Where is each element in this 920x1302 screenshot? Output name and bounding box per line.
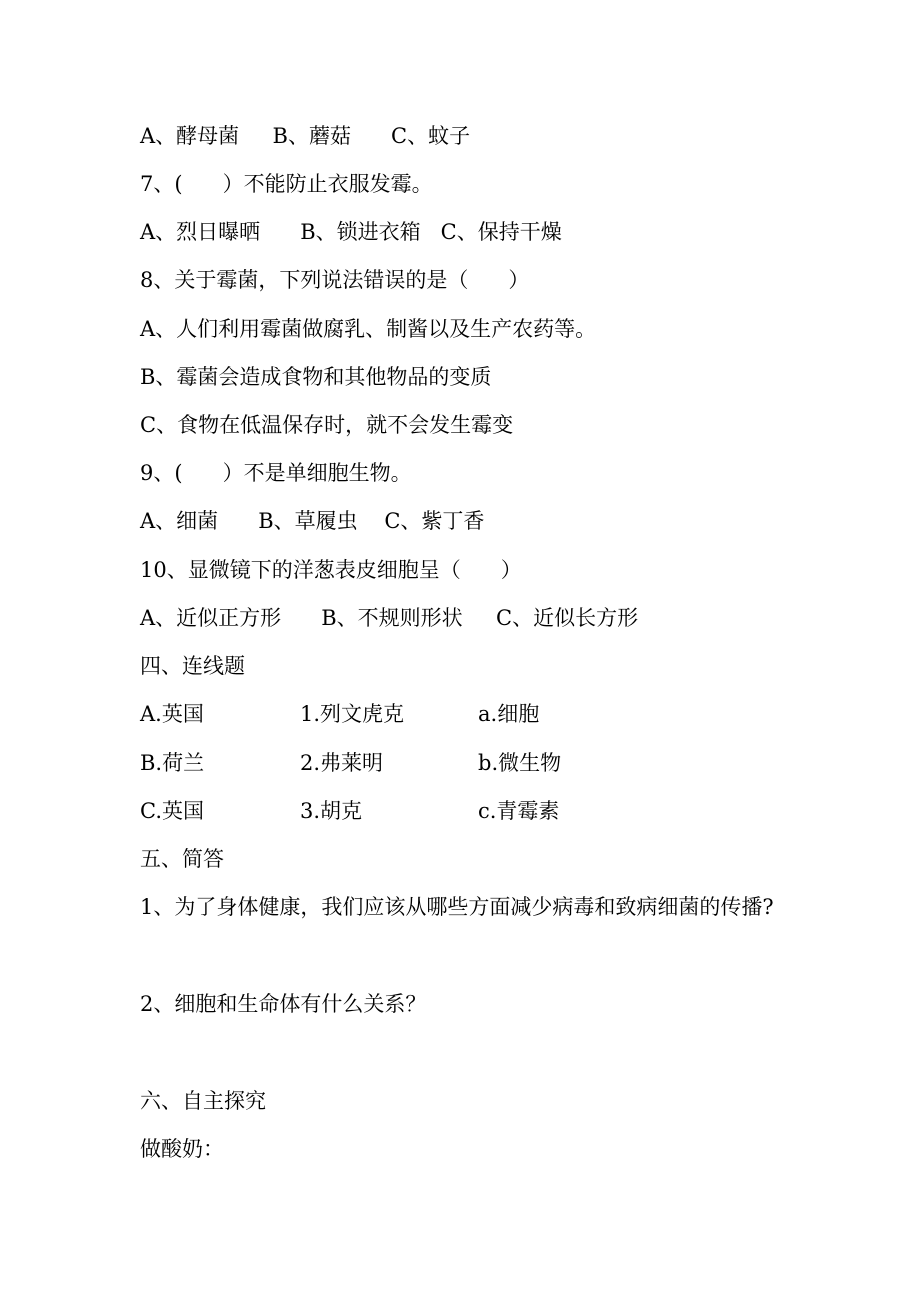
matching-discovery: b.微生物 [478,751,562,775]
section-5-title: 五、简答 [140,847,224,871]
q8-option-b: B、霉菌会造成食物和其他物品的变质 [140,365,492,389]
q7-options: A、烈日曝晒 B、锁进衣箱 C、保持干燥 [140,220,562,244]
q8-question: 8、关于霉菌，下列说法错误的是（ ） [140,268,530,292]
matching-scientist: 2.弗莱明 [300,751,384,775]
q9-options: A、细菌 B、草履虫 C、紫丁香 [140,509,485,533]
matching-discovery: a.细胞 [478,702,540,726]
q7-question: 7、( ）不能防止衣服发霉。 [140,172,433,196]
matching-scientist: 3.胡克 [300,799,363,823]
q8-option-c: C、食物在低温保存时，就不会发生霉变 [140,413,514,437]
matching-country: C.英国 [140,799,204,823]
section-4-title: 四、连线题 [140,654,245,678]
q10-question: 10、显微镜下的洋葱表皮细胞呈（ ） [140,558,522,582]
q6-options: A、酵母菌 B、蘑菇 C、蚊子 [140,124,471,148]
section-6-title: 六、自主探究 [140,1089,266,1113]
q10-options: A、近似正方形 B、不规则形状 C、近似长方形 [140,606,639,630]
section-6-prompt: 做酸奶： [140,1137,224,1161]
matching-scientist: 1.列文虎克 [300,702,405,726]
matching-discovery: c.青霉素 [478,799,560,823]
section-5-question-2: 2、细胞和生命体有什么关系？ [140,992,427,1016]
section-5-question-1: 1、为了身体健康，我们应该从哪些方面减少病毒和致病细菌的传播? [140,895,774,919]
q9-question: 9、( ）不是单细胞生物。 [140,461,412,485]
q8-option-a: A、人们利用霉菌做腐乳、制酱以及生产农药等。 [140,317,597,341]
matching-country: A.英国 [140,702,204,726]
matching-country: B.荷兰 [140,751,205,775]
